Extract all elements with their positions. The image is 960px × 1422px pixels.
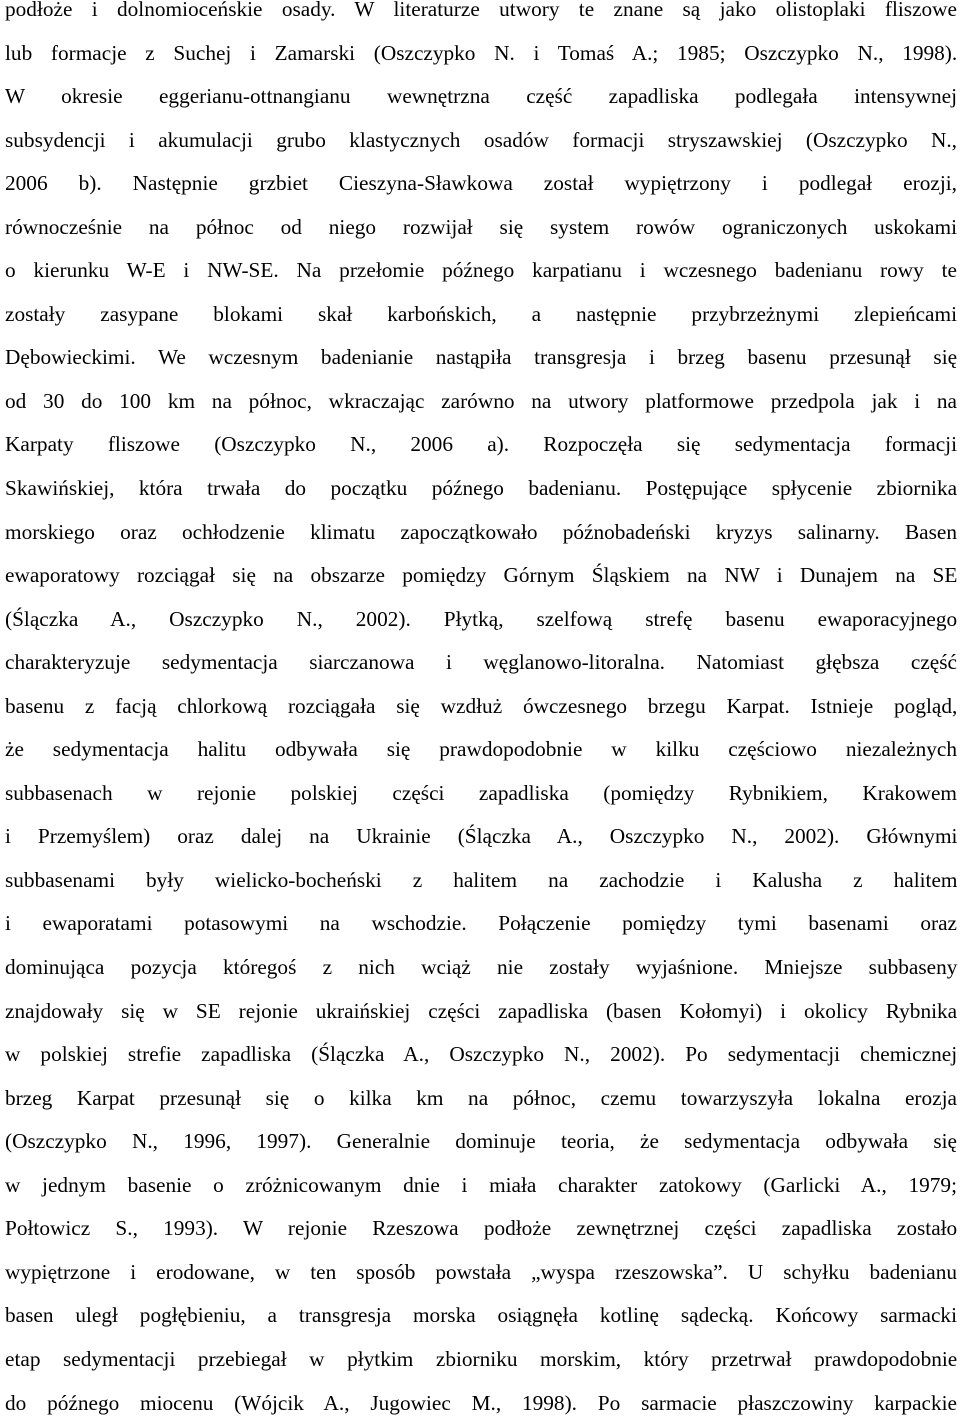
text-line: morskiego oraz ochłodzenie klimatu zapoczątkowało późnobadeński kryzys salinarny. Basen [5, 519, 957, 544]
text-line: basen uległ pogłębieniu, a transgresja morska osiągnęła kotlinę sądecką. Końcowy sarmacki [5, 1303, 957, 1328]
text-line: o kierunku W-E i NW-SE. Na przełomie późnego karpatianu i wczesnego badenianu rowy te [5, 258, 957, 283]
text-line: równocześnie na północ od niego rozwijał się system rowów ograniczonych uskokami [5, 214, 957, 239]
text-line: znajdowały się w SE rejonie ukraińskiej części zapadliska (basen Kołomyi) i okolicy Rybnika [5, 998, 958, 1023]
text-line: i Przemyślem) oraz dalej na Ukrainie (Ślączka A., Oszczypko N., 2002). Głównymi [5, 824, 958, 849]
text-line: że sedymentacja halitu odbywała się prawdopodobnie w kilku częściowo niezależnych [5, 737, 957, 762]
text-line: do późnego miocenu (Wójcik A., Jugowiec M., 1998). Po sarmacie płaszczowiny karpackie [5, 1390, 957, 1415]
text-line: wypiętrzone i erodowane, w ten sposób powstała „wyspa rzeszowska”. U schyłku badenianu [5, 1259, 957, 1284]
text-line: Połtowicz S., 1993). W rejonie Rzeszowa podłoże zewnętrznej części zapadliska zostało [5, 1216, 958, 1241]
text-line: w polskiej strefie zapadliska (Ślączka A., Oszczypko N., 2002). Po sedymentacji chemicznej [5, 1042, 958, 1067]
text-line: charakteryzuje sedymentacja siarczanowa i węglanowo-litoralna. Natomiast głębsza część [5, 650, 957, 675]
body-paragraph [5, 0, 957, 1422]
text-line: zostały zasypane blokami skał karbońskich, a następnie przybrzeżnymi zlepieńcami [5, 301, 957, 326]
text-line: subsydencji i akumulacji grubo klastycznych osadów formacji stryszawskiej (Oszczypko N., [5, 127, 957, 152]
text-line: ewaporatowy rozciągał się na obszarze pomiędzy Górnym Śląskiem na NW i Dunajem na SE [5, 563, 958, 588]
text-line: od 30 do 100 km na północ, wkraczając zarówno na utwory platformowe przedpola jak i na [5, 388, 957, 413]
text-line: Skawińskiej, która trwała do początku późnego badenianu. Postępujące spłycenie zbiornika [5, 476, 958, 501]
text-line: subbasenach w rejonie polskiej części zapadliska (pomiędzy Rybnikiem, Krakowem [5, 780, 957, 805]
text-line: Karpaty fliszowe (Oszczypko N., 2006 a). Rozpoczęła się sedymentacja formacji [5, 432, 957, 457]
text-line: brzeg Karpat przesunął się o kilka km na północ, czemu towarzyszyła lokalna erozja [5, 1085, 957, 1110]
text-line: 2006 b). Następnie grzbiet Cieszyna-Sławkowa został wypiętrzony i podlegał erozji, [5, 171, 957, 196]
text-line: lub formacje z Suchej i Zamarski (Oszczypko N. i Tomaś A.; 1985; Oszczypko N., 1998). [5, 40, 958, 65]
text-line: dominująca pozycja któregoś z nich wciąż nie zostały wyjaśnione. Mniejsze subbaseny [5, 955, 958, 980]
text-line: (Ślączka A., Oszczypko N., 2002). Płytką, szelfową strefę basenu ewaporacyjnego [5, 606, 958, 631]
text-line: basenu z facją chlorkową rozciągała się wzdłuż ówczesnego brzegu Karpat. Istnieje pogląd, [5, 693, 958, 718]
text-line: (Oszczypko N., 1996, 1997). Generalnie dominuje teoria, że sedymentacja odbywała się [5, 1129, 957, 1154]
text-line: Dębowieckimi. We wczesnym badenianie nastąpiła transgresja i brzeg basenu przesunął się [5, 345, 958, 370]
text-line: w jednym basenie o zróżnicowanym dnie i miała charakter zatokowy (Garlicki A., 1979; [5, 1172, 957, 1197]
text-line: etap sedymentacji przebiegał w płytkim zbiorniku morskim, który przetrwał prawdopodobnie [5, 1346, 958, 1371]
text-line: W okresie eggerianu-ottnangianu wewnętrzna część zapadliska podlegała intensywnej [5, 84, 957, 109]
text-line: i ewaporatami potasowymi na wschodzie. Połączenie pomiędzy tymi basenami oraz [5, 911, 957, 936]
text-line: subbasenami były wielicko-bocheński z halitem na zachodzie i Kalusha z halitem [5, 867, 958, 892]
text-line: podłoże i dolnomioceńskie osady. W literaturze utwory te znane są jako olistoplaki fliszowe [5, 0, 957, 21]
